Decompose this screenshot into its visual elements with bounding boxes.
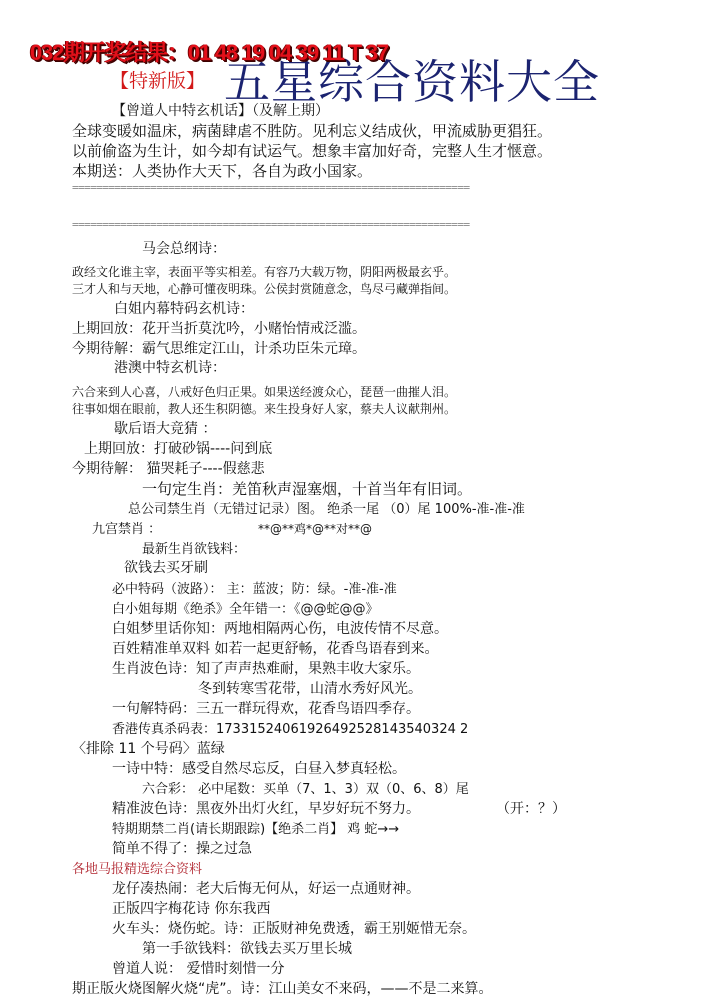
- zengdao-line-1: 全球变暖如温床，病菌肆虐不胜防。见利忘义结成伙，甲流威胁更猖狂。: [72, 122, 553, 140]
- item-poem-special: 一诗中特：感受自然尽忘反，白昼入梦真轻松。: [112, 761, 406, 777]
- item-wave-road: 必中特码（波路）： 主：蓝波；防：绿。-准-准-准: [112, 582, 397, 597]
- item-toothbrush: 欲钱去买牙刷: [124, 560, 208, 576]
- item-wave-poem-1: 生肖波色诗：知了声声热难耐，果熟丰收大家乐。: [112, 661, 420, 677]
- zengdao-line-2: 以前偷盗为生计，如今却有试运气。想象丰富加好奇，完整人生才惬意。: [72, 142, 553, 160]
- item-exclude: 〈排除 11 个号码〉蓝绿: [72, 741, 225, 757]
- separator-line: ==================================================================: [72, 181, 470, 194]
- item-nine-palace-value: **@**鸡*@**对**@: [258, 522, 373, 536]
- baijie-line-1: 上期回放：花开当折莫沈吟，小赌怡情戒泛滥。: [72, 321, 366, 337]
- edition-label: 【特新版】: [110, 70, 206, 92]
- regional-line-4: 第一手欲钱料：欲钱去买万里长城: [142, 941, 352, 957]
- item-special-code: 一句解特码：三五一群玩得欢，花香鸟语四季存。: [112, 701, 420, 717]
- regional-line-2: 正版四字梅花诗 你东我西: [112, 901, 271, 917]
- gangao-heading: 港澳中特玄机诗：: [114, 360, 226, 376]
- regional-line-1: 龙仔凑热闹：老大后悔无何从，好运一点通财神。: [112, 881, 420, 897]
- xiehouyu-current: 今期待解： 猫哭耗子----假慈悲: [72, 461, 265, 477]
- baijie-heading: 白姐内幕特码玄机诗：: [114, 301, 254, 317]
- item-company-banned: 总公司禁生肖（无错过记录）图。 绝杀一尾 （0）尾 100%-准-准-准: [128, 502, 525, 517]
- item-latest-zodiac: 最新生肖欲钱料：: [142, 542, 247, 557]
- mahui-heading: 马会总纲诗：: [142, 241, 226, 257]
- regional-heading: 各地马报精选综合资料: [72, 862, 203, 877]
- item-baixiaojie: 白小姐每期《绝杀》全年错一：《@@蛇@@》: [112, 602, 379, 617]
- zengdao-heading: 【曾道人中特玄机话】（及解上期）: [112, 103, 329, 119]
- xiehouyu-last: 上期回放：打破砂锅----问到底: [84, 441, 273, 457]
- item-wave-poem-2: 冬到转寒雪花带，山清水秀好风光。: [198, 681, 422, 697]
- zengdao-line-3: 本期送：人类协作大天下，各自为政小国家。: [72, 162, 373, 180]
- item-simple: 简单不得了：操之过急: [112, 841, 252, 857]
- gangao-line-2: 往事如烟在眼前，教人还生积阴德。来生投身好人家，蔡夫人议献荆州。: [72, 402, 457, 416]
- regional-line-5: 曾道人说： 爱惜时刻惜一分: [112, 961, 285, 977]
- draw-result-banner: 032期开奖结果：01 48 19 04 39 11 T 37: [30, 40, 388, 65]
- xiehouyu-heading: 歇后语大竞猜 ：: [114, 421, 217, 437]
- baijie-line-2: 今期待解：霸气思维定江山，计杀功臣朱元璋。: [72, 341, 366, 357]
- item-odd-even: 百姓精准单双料 如若一起更舒畅，花香鸟语春到来。: [112, 641, 439, 657]
- mahui-line-1: 政经文化谁主宰，表面平等实相差。有容乃大载万物，阴阳两极最玄乎。: [72, 265, 457, 279]
- item-two-zodiac: 特期期禁二肖(请长期跟踪)【绝杀二肖】 鸡 蛇→→: [112, 822, 400, 837]
- regional-line-3: 火车头：烧伤蛇。诗：正版财神免费透，霸王别姬惜无奈。: [112, 921, 476, 937]
- regional-line-6: 期正版火烧图解火烧“虎”。诗：江山美女不来码，——不是二来算。: [72, 981, 493, 997]
- item-open-note: （开：？）: [496, 801, 566, 817]
- gangao-line-1: 六合来到人心喜，八戒好色归正果。如果送经渡众心，琵琶一曲摧人泪。: [72, 385, 457, 399]
- mahui-line-2: 三才人和与天地，心静可懂夜明珠。公侯封赏随意念，鸟尽弓藏弹指间。: [72, 282, 457, 296]
- item-tail-numbers: 六合彩： 必中尾数：买单（7、1、3）双（0、6、8）尾: [142, 782, 469, 797]
- item-zodiac-one-line: 一句定生肖：羌笛秋声湿塞烟，十首当年有旧词。: [142, 480, 473, 498]
- item-wave-color-poem: 精准波色诗：黑夜外出灯火红，早岁好玩不努力。: [112, 801, 420, 817]
- item-kill-table: 香港传真杀码表：17331524061926492528143540324 2: [112, 722, 469, 737]
- separator-line: ==================================================================: [72, 218, 470, 231]
- page-title: 五星综合资料大全: [224, 55, 600, 109]
- item-dream-words: 白姐梦里话你知：两地相隔两心伤，电波传情不尽意。: [112, 621, 448, 637]
- item-nine-palace-label: 九宫禁肖 ：: [92, 522, 162, 537]
